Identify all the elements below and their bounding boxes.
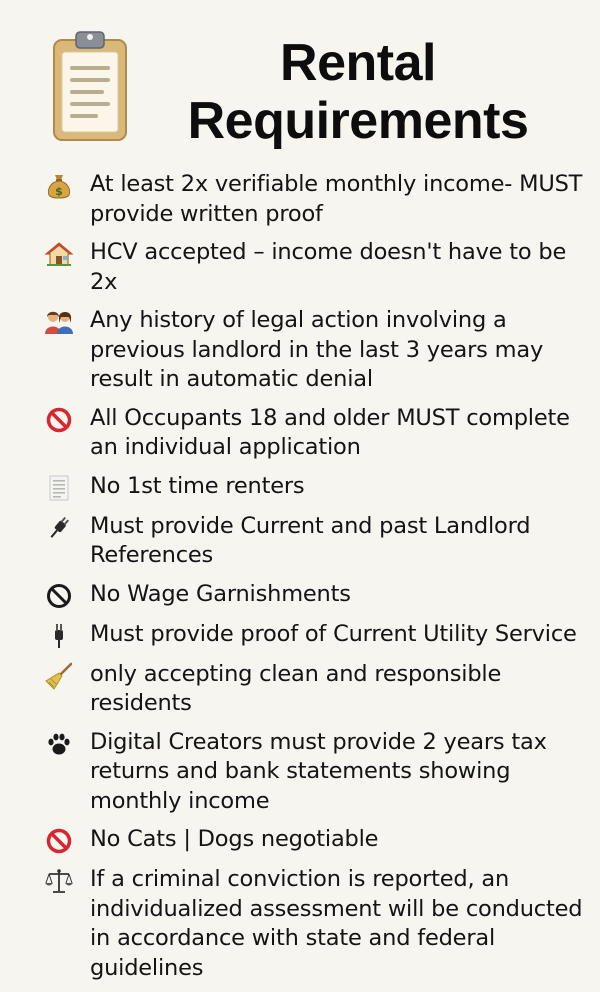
list-item [44, 620, 594, 651]
list-item [44, 170, 594, 229]
house-icon [44, 239, 74, 269]
title-line-2: Requirements [187, 92, 529, 150]
paw-icon [44, 729, 74, 759]
list-item [44, 660, 594, 719]
requirement-text: Any history of legal action involving a previous landlord in the last 3 years may result in automatic denial [90, 307, 544, 392]
requirement-text: Must provide proof of Current Utility Service [90, 620, 577, 647]
requirement-text: No 1st time renters [90, 472, 305, 499]
list-item [44, 512, 594, 571]
scales-icon [44, 866, 74, 896]
header [0, 0, 600, 170]
requirement-text: All Occupants 18 and older MUST complete an individual application [90, 404, 570, 460]
plug-icon [44, 513, 74, 543]
document-icon [44, 473, 74, 503]
list-item [44, 472, 594, 503]
prohibited-icon [44, 826, 74, 856]
list-item [44, 865, 594, 983]
svg-text:$: $ [55, 185, 63, 198]
page-title [138, 34, 578, 150]
list-item [44, 580, 594, 611]
requirement-text: No Wage Garnishments [90, 580, 351, 607]
requirement-text: only accepting clean and responsible residents [90, 660, 502, 716]
requirement-text: HCV accepted – income doesn't have to be 2x [90, 239, 567, 295]
requirement-text: Must provide Current and past Landlord References [90, 512, 531, 568]
money-bag-icon [44, 171, 74, 201]
plug-icon [44, 621, 74, 651]
title-line-1: Rental [280, 34, 436, 92]
list-item [44, 238, 594, 297]
prohibited-icon [44, 405, 74, 435]
list-item [44, 825, 594, 856]
requirement-text: No Cats | Dogs negotiable [90, 826, 379, 852]
people-icon [44, 307, 74, 337]
list-item [44, 404, 594, 463]
requirements-list [44, 170, 594, 992]
requirement-text: If a criminal conviction is reported, an individualized assessment will be conducted in accordance with state and federal guidelines [90, 866, 583, 981]
requirement-text: Digital Creators must provide 2 years tax returns and bank statements showing monthly income [90, 728, 547, 814]
no-entry-icon [44, 581, 74, 611]
requirement-text: At least 2x verifiable monthly income- MUST provide written proof [90, 171, 583, 227]
list-item [44, 306, 594, 395]
clipboard-icon [50, 28, 130, 144]
broom-icon [44, 661, 74, 691]
list-item [44, 728, 594, 817]
